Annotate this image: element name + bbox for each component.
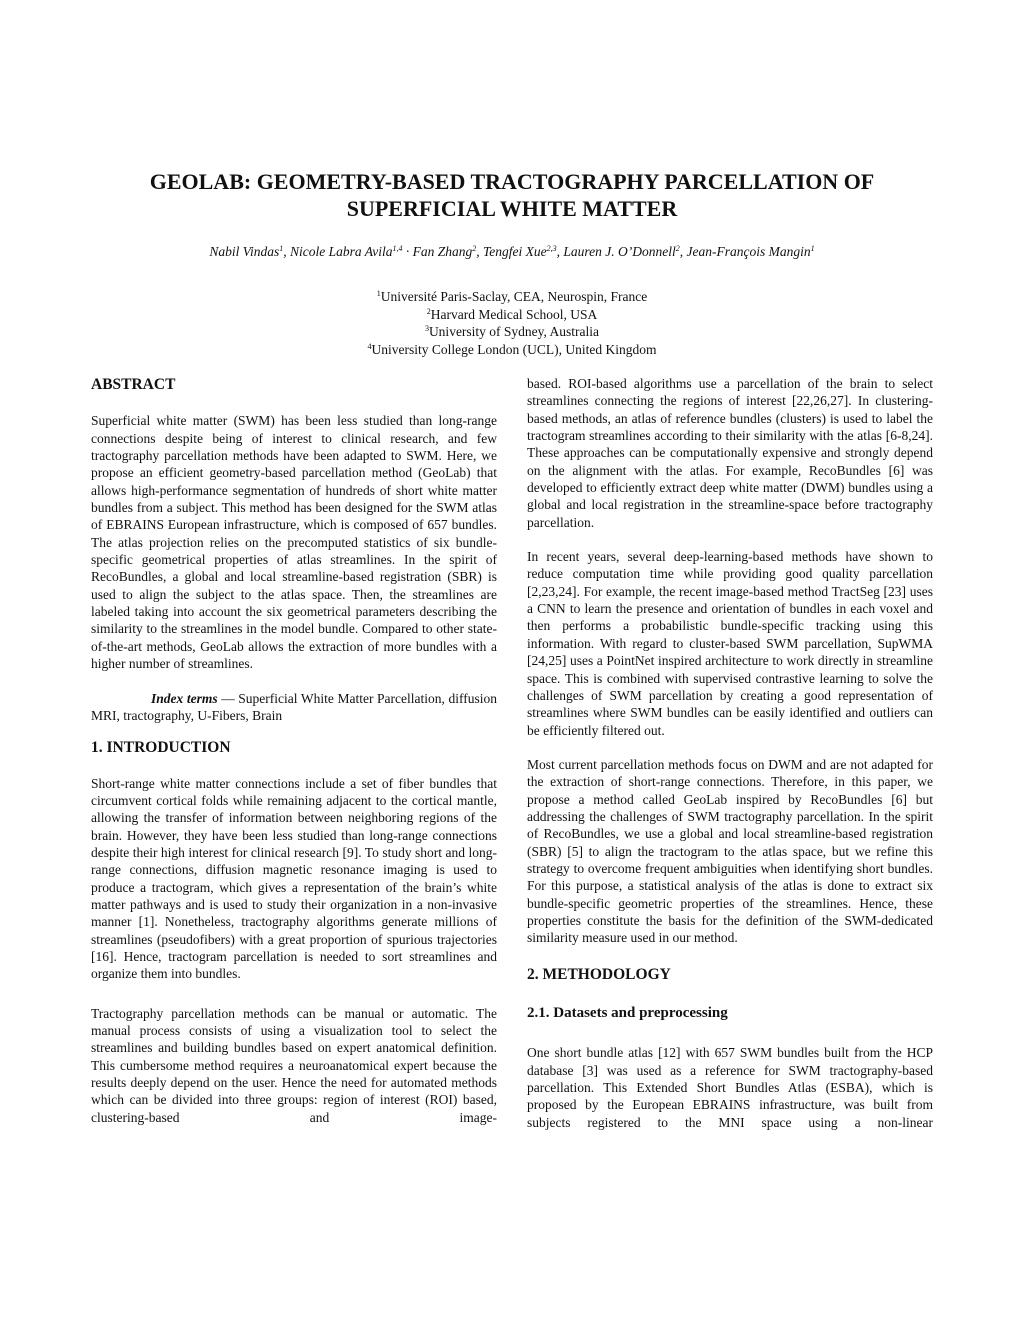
index-terms xyxy=(91,690,497,725)
title-line-1: GEOLAB: GEOMETRY-BASED TRACTOGRAPHY PARCELLATION OF xyxy=(149,169,875,194)
left-column xyxy=(91,375,497,1126)
methodology-heading: 2. METHODOLOGY xyxy=(527,965,671,983)
author: Jean-François Mangin$^1$ xyxy=(686,244,815,259)
affiliation: $^1$Université Paris-Saclay, CEA, Neurospin, France xyxy=(376,289,648,304)
intro-paragraph-2-continued: based. ROI-based algorithms use a parcellation of the brain to select streamlines connecting the regions of interest [22,26,27]. In clustering-based methods, an atlas of reference bundles (clusters) is used to label the tractogram streamlines according to their similarity with the atlas [6-8,24]. These approaches can be computationally expensive and strongly depend on the alignment with the atlas. For example, RecoBundles [6] was developed to efficiently extract deep white matter (DWM) bundles using a global and local registration in the streamline-space before tractography parcellation. xyxy=(527,376,933,530)
author: Nicole Labra Avila$^{1,4}$ · xyxy=(290,244,413,259)
intro-paragraph-2: Tractography parcellation methods can be manual or automatic. The manual process consists of using a visualization tool to select the streamlines and building bundles based on expert anatomical definition. This cumbersome method requires a neuroanatomical expert because the results deeply depend on the user. Hence the need for automated methods which can be divided into three groups: region of interest (ROI) based, clustering-based and image- xyxy=(91,1005,497,1125)
index-terms-label: Index terms xyxy=(151,690,218,706)
methodology-paragraph-1: One short bundle atlas [12] with 657 SWM bundles built from the HCP database [3] was used as a reference for SWM tractography-based parcellation. This Extended Short Bundles Atlas (ESBA), which is proposed by the European EBRAINS infrastructure, was built from subjects registered to the MNI space using a non-linear xyxy=(527,1045,933,1130)
affiliation-list xyxy=(90,288,934,358)
author: Lauren J. O’Donnell$^2$, xyxy=(563,244,687,259)
datasets-subheading: 2.1. Datasets and preprocessing xyxy=(527,1005,728,1021)
affiliation: $^2$Harvard Medical School, USA xyxy=(426,306,598,322)
index-terms-text: — Superficial White Matter Parcellation, diffusion MRI, tractography, U-Fibers, Brain xyxy=(91,690,497,723)
title-line-2: SUPERFICIAL WHITE MATTER xyxy=(346,196,678,221)
right-column xyxy=(527,375,933,1131)
intro-paragraph-1: Short-range white matter connections include a set of fiber bundles that circumvent cortical folds while remaining adjacent to the cortical mantle, allowing the transfer of information between neighboring regions of the brain. However, they have been less studied than long-range connections despite their high interest for clinical research [9]. To study short and long-range connections, diffusion magnetic resonance imaging is used to produce a tractogram, which gives a representation of the brain’s white matter pathways and is used to study their organization in a non-invasive manner [1]. Nonetheless, tractography algorithms generate millions of streamlines (pseudofibers) with a great proportion of spurious trajectories [16]. Hence, tractogram parcellation is needed to sort streamlines and organize them into bundles. xyxy=(91,775,497,982)
author: Fan Zhang$^2$, xyxy=(412,244,484,259)
author: Nabil Vindas$^1$, xyxy=(209,244,290,259)
intro-paragraph-4: Most current parcellation methods focus on DWM and are not adapted for the extraction of short-range connections. Therefore, in this paper, we propose a method called GeoLab inspired by RecoBundles [6] but addressing the challenges of SWM tractography parcellation. In the spirit of RecoBundles, we use a global and local streamline-based registration (SBR) [5] to align the tractogram to the atlas space, but we refine this strategy to overcome frequent ambiguities when identifying short bundles. For this purpose, a statistical analysis of the atlas is done to extract six bundle-specific geometric properties of the streamlines. Hence, these properties constitute the basis for the definition of the SWM-dedicated similarity measure used in our method. xyxy=(527,756,933,946)
abstract-heading: ABSTRACT xyxy=(91,376,176,393)
author-list xyxy=(90,243,934,261)
intro-paragraph-3: In recent years, several deep-learning-based methods have shown to reduce computation time while providing good quality parcellation [2,23,24]. For example, the recent image-based method TractSeg [23] uses a CNN to learn the presence and orientation of bundles in each voxel and then performs a probabilistic bundle-specific tracking using this information. With regard to cluster-based SWM parcellation, SupWMA [24,25] uses a PointNet inspired architecture to work directly in streamline space. This is combined with supervised contrastive learning to solve the challenges of SWM parcellation by creating a good representation of streamlines where SWM bundles can be easily identified and outliers can be efficiently filtered out. xyxy=(527,549,933,738)
affiliation: $^3$University of Sydney, Australia xyxy=(424,324,600,339)
paper-title xyxy=(90,168,934,222)
abstract-text: Superficial white matter (SWM) has been less studied than long-range connections despite being of interest to clinical research, and few tractography parcellation methods have been adapted to SWM. Here, we propose an efficient geometry-based parcellation method (GeoLab) that allows high-performance segmentation of hundreds of short white matter bundles from a subject. This method has been designed for the SWM atlas of EBRAINS European infrastructure, which is composed of 657 bundles. The atlas projection relies on the precomputed statistics of six bundle-specific geometrical properties of atlas streamlines. In the spirit of RecoBundles, a global and local streamline-based registration (SBR) is used to align the subject to the atlas space. Then, the streamlines are labeled taking into account the six geometrical parameters describing the similarity to the streamlines in the model bundle. Compared to other state-of-the-art methods, GeoLab allows the extraction of more bundles with a higher number of streamlines. xyxy=(91,413,497,672)
affiliation: $^4$University College London (UCL), United Kingdom xyxy=(367,341,657,357)
introduction-heading: 1. INTRODUCTION xyxy=(91,739,231,757)
author: Tengfei Xue$^{2,3}$, xyxy=(483,244,564,259)
